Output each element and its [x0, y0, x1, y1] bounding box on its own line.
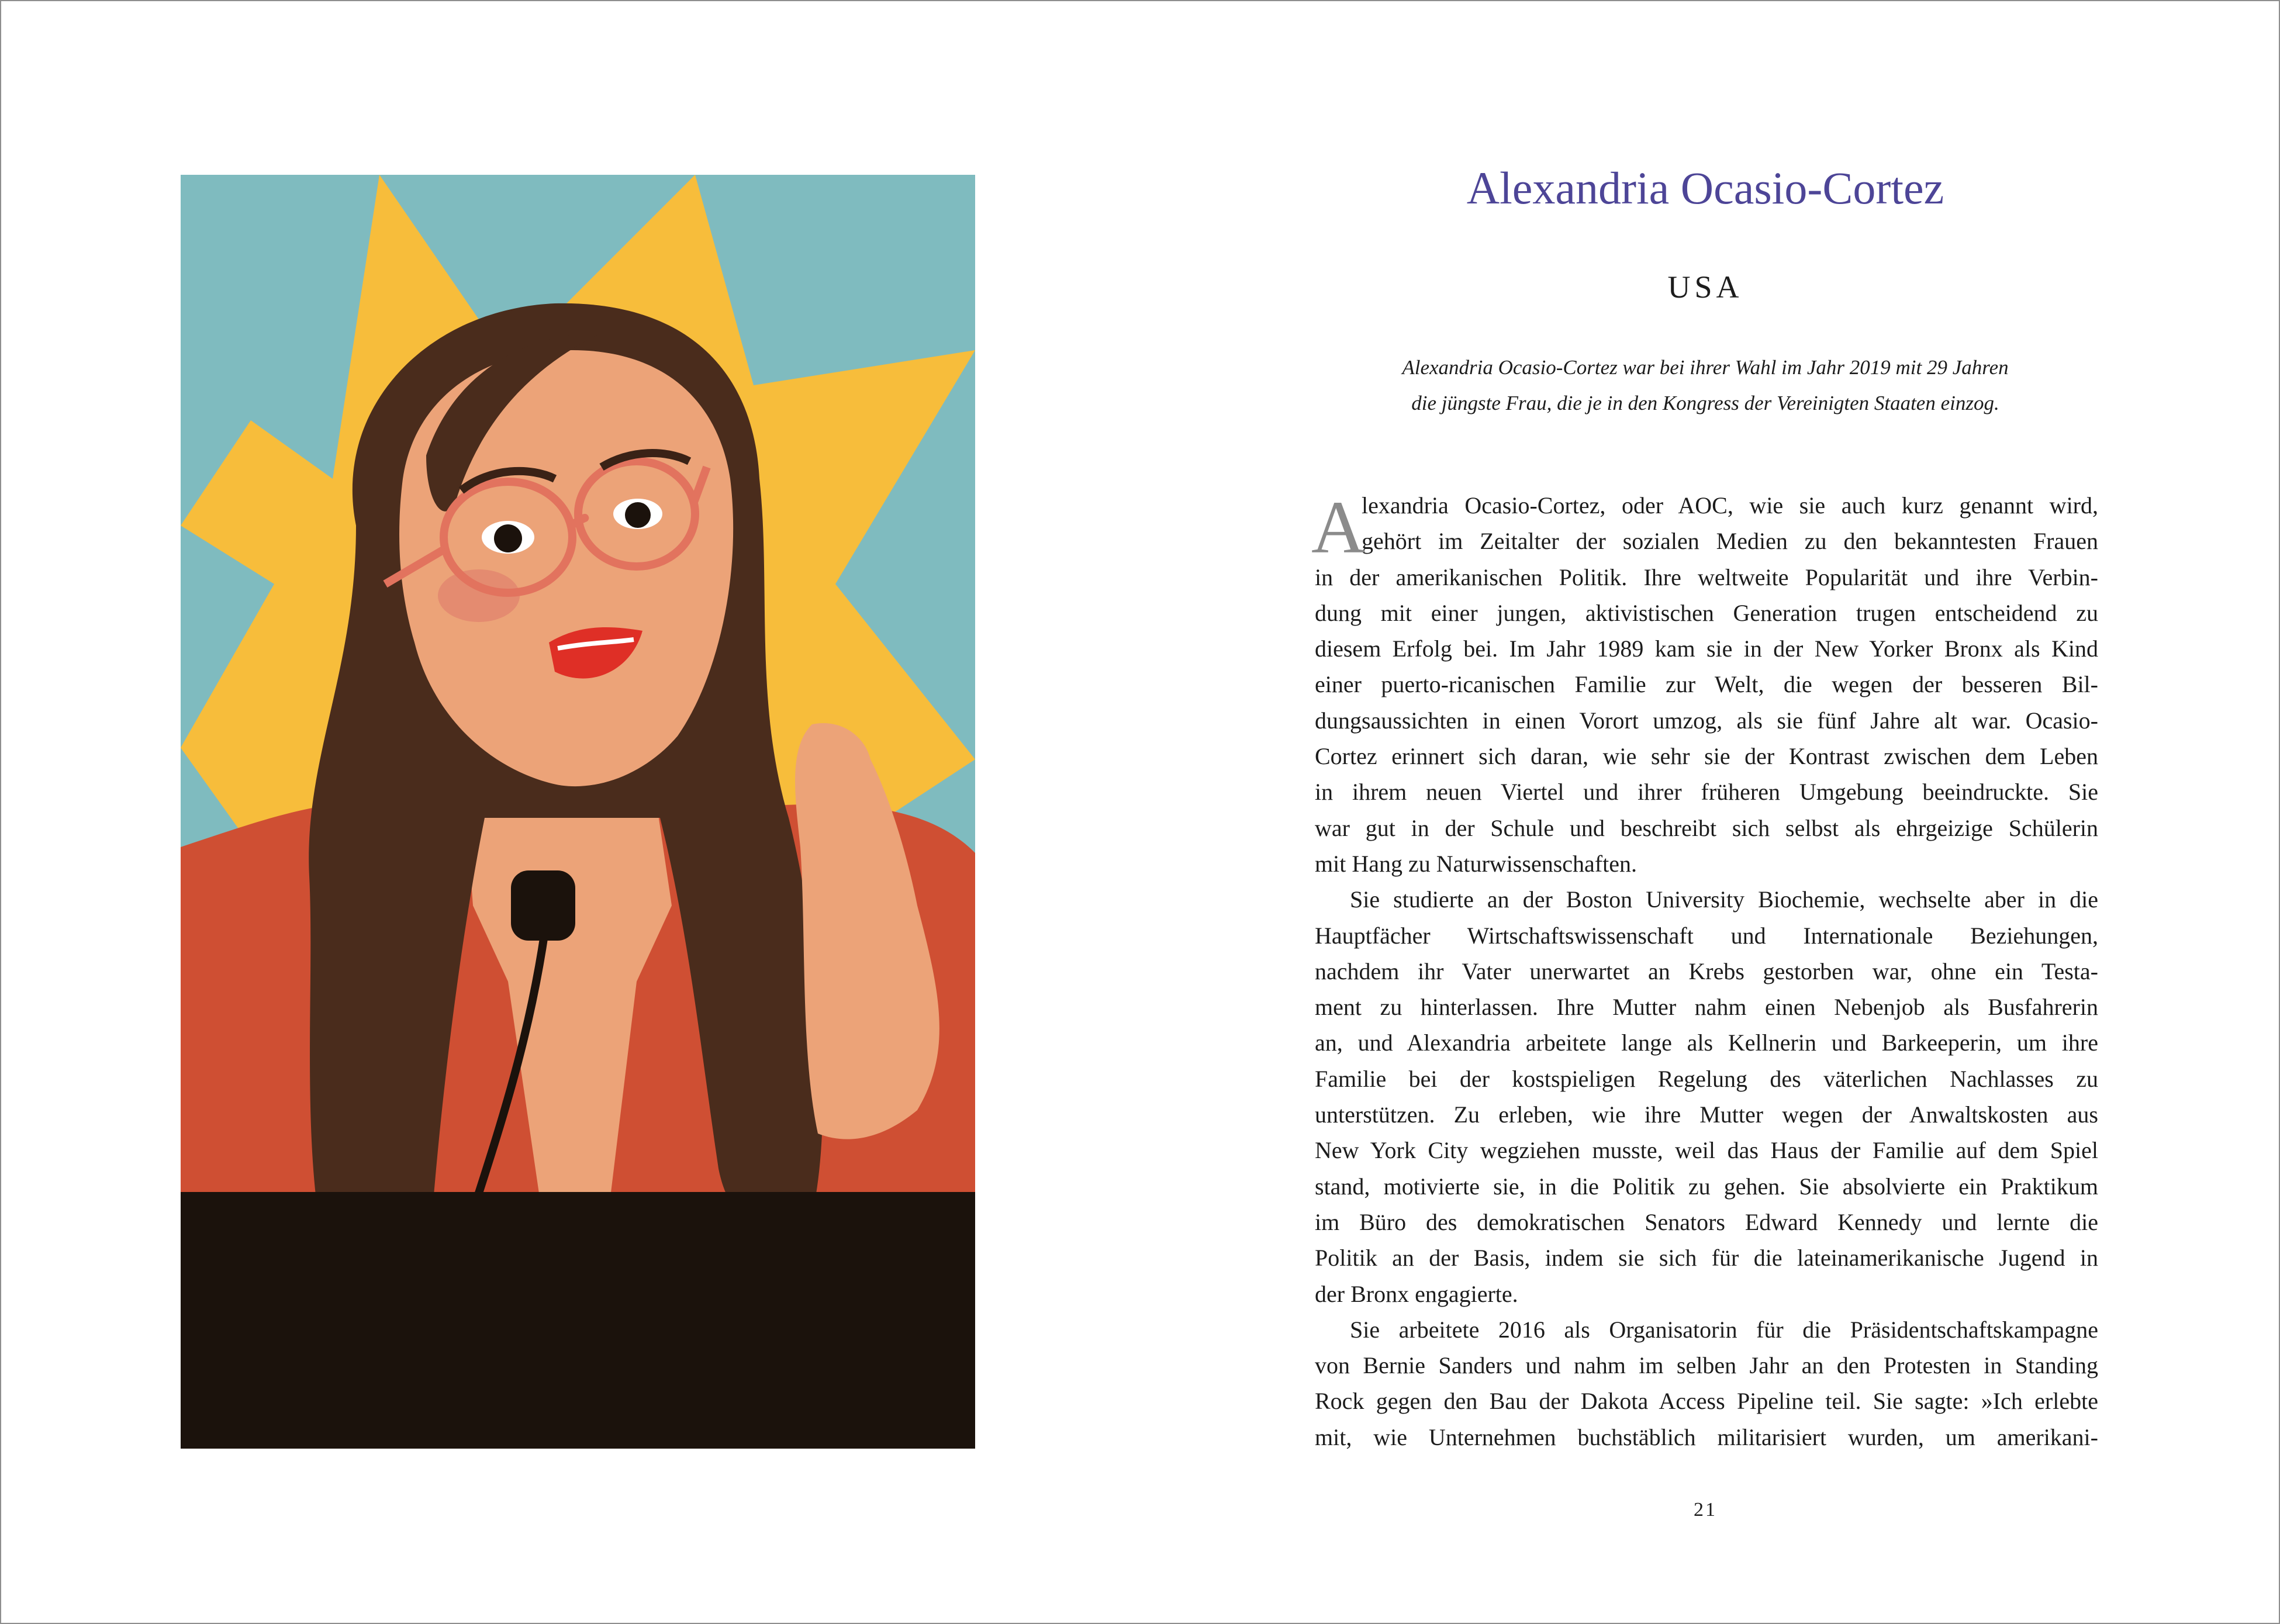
body-text	[1311, 486, 2098, 1455]
intro-text	[1311, 350, 2100, 421]
text-line: Sie studierte an der Boston University Biochemie, wechselte aber in die	[1350, 886, 2098, 913]
text-line: dungsaussichten in einen Vorort umzog, als sie fünf Jahre alt war. Ocasio-	[1315, 707, 2098, 734]
microphone	[511, 870, 575, 941]
text-line: der Bronx engagierte.	[1315, 1280, 1518, 1307]
text-line: im Büro des demokratischen Senators Edward Kennedy und lernte die	[1315, 1208, 2098, 1235]
text-line: mit, wie Unternehmen buchstäblich militarisiert wurden, um amerikani-	[1315, 1423, 2098, 1450]
portrait-svg	[181, 175, 975, 1449]
text-line: an, und Alexandria arbeitete lange als Kellnerin und Barkeeperin, um ihre	[1315, 1029, 2098, 1056]
text-line: Sie arbeitete 2016 als Organisatorin für die Präsidentschaftskampagne	[1350, 1316, 2098, 1343]
text-line: einer puerto-ricanischen Familie zur Welt, die wegen der besseren Bil-	[1315, 671, 2098, 698]
text-line: von Bernie Sanders und nahm im selben Jahr an den Protesten in Standing	[1315, 1352, 2098, 1379]
text-line: Rock gegen den Bau der Dakota Access Pipeline teil. Sie sagte: »Ich erlebte	[1315, 1388, 2098, 1415]
page-title: Alexandria Ocasio-Cortez	[1466, 163, 1944, 213]
text-line: lexandria Ocasio-Cortez, oder AOC, wie sie auch kurz genannt wird,	[1362, 492, 2098, 519]
text-line: unterstützen. Zu erleben, wie ihre Mutter wegen der Anwaltskosten aus	[1315, 1101, 2098, 1128]
portrait-illustration	[181, 175, 975, 1449]
pupil-right	[625, 502, 651, 528]
text-line: in ihrem neuen Viertel und ihrer früheren Umgebung beeindruckte. Sie	[1315, 779, 2098, 806]
paragraph-3	[1315, 1312, 2098, 1455]
intro-line: die jüngste Frau, die je in den Kongress der Vereinigten Staaten einzog.	[1411, 392, 1999, 414]
text-line: Politik an der Basis, indem sie sich für die lateinamerikanische Jugend in	[1315, 1245, 2098, 1271]
text-line: diesem Erfolg bei. Im Jahr 1989 kam sie in der New Yorker Bronx als Kind	[1315, 635, 2098, 662]
text-line: Familie bei der kostspieligen Regelung des väterlichen Nachlasses zu	[1315, 1065, 2098, 1092]
text-line: New York City wegziehen musste, weil das Haus der Familie auf dem Spiel	[1315, 1137, 2098, 1164]
country-label: USA	[1667, 269, 1743, 305]
text-line: mit Hang zu Naturwissenschaften.	[1315, 850, 1637, 877]
drop-cap: A	[1311, 486, 1366, 569]
text-line: nachdem ihr Vater unerwartet an Krebs gestorben war, ohne ein Testa-	[1315, 958, 2098, 984]
text-line: ment zu hinterlassen. Ihre Mutter nahm einen Nebenjob als Busfahrerin	[1315, 994, 2098, 1021]
page-number: 21	[1694, 1499, 1717, 1521]
text-line: in der amerikanischen Politik. Ihre weltweite Popularität und ihre Verbin-	[1315, 564, 2098, 590]
paragraph-2	[1315, 882, 2098, 1312]
paragraph-1	[1315, 488, 2098, 882]
text-line: stand, motivierte sie, in die Politik zu gehen. Sie absolvierte ein Praktikum	[1315, 1173, 2098, 1200]
text-line: war gut in der Schule und beschreibt sich selbst als ehrgeizige Schülerin	[1315, 814, 2098, 841]
text-line: gehört im Zeitalter der sozialen Medien zu den bekanntesten Frauen	[1362, 528, 2098, 555]
podium	[181, 1192, 975, 1449]
text-line: dung mit einer jungen, aktivistischen Generation trugen entscheidend zu	[1315, 599, 2098, 626]
intro-line: Alexandria Ocasio-Cortez war bei ihrer Wahl im Jahr 2019 mit 29 Jahren	[1402, 356, 2009, 379]
pupil-left	[494, 524, 522, 552]
text-line: Cortez erinnert sich daran, wie sehr sie der Kontrast zwischen dem Leben	[1315, 743, 2098, 770]
text-line: Hauptfächer Wirtschaftswissenschaft und Internationale Beziehungen,	[1315, 922, 2098, 949]
